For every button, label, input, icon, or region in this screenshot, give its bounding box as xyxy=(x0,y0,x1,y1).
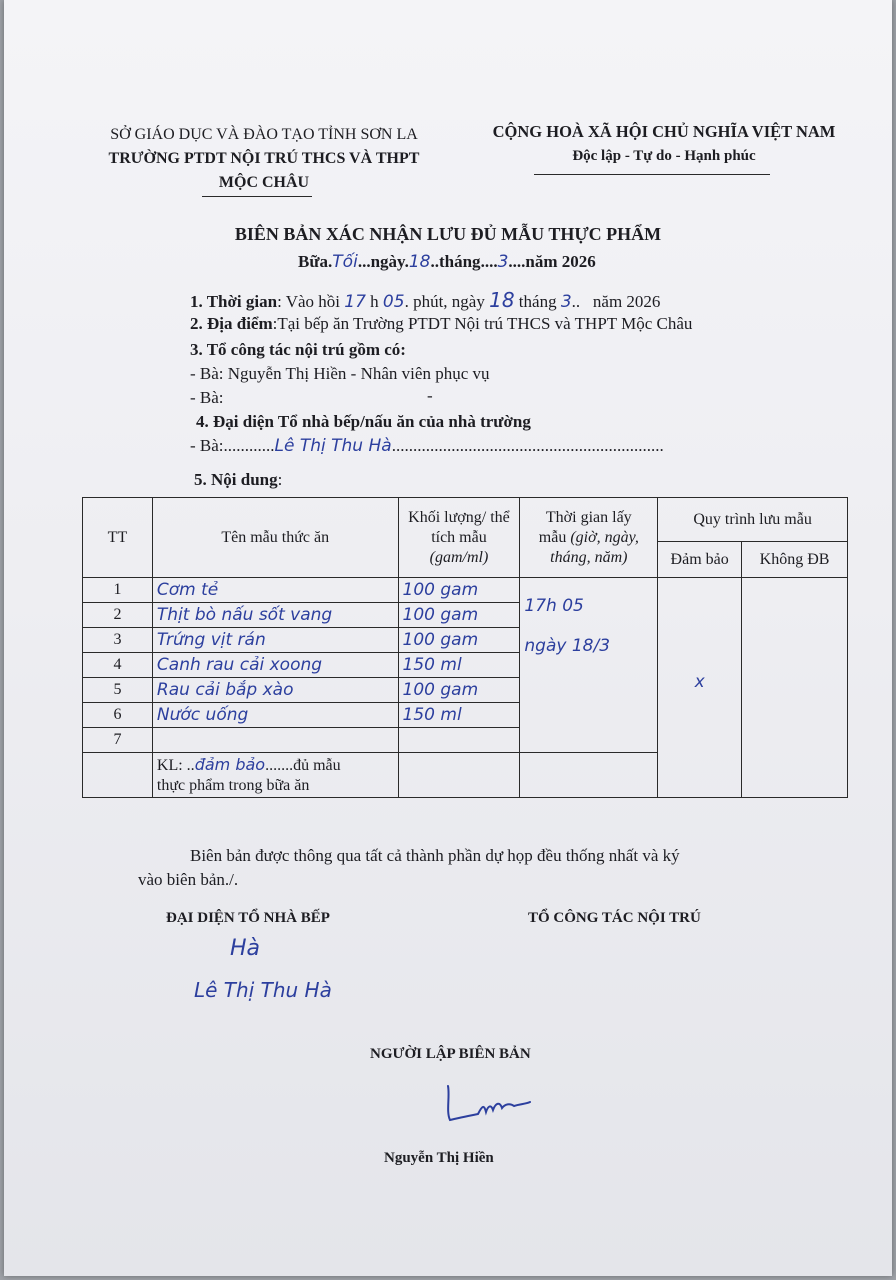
row-qty xyxy=(398,728,520,753)
row-tt: 2 xyxy=(83,603,153,628)
row-tt: 1 xyxy=(83,578,153,603)
team-member-1: - Bà: Nguyễn Thị Hiền - Nhân viên phục vụ xyxy=(190,364,490,383)
col-header-name: Tên mẫu thức ăn xyxy=(152,498,398,578)
header-right-underline xyxy=(534,174,770,175)
not-ok-cell xyxy=(742,578,848,798)
row-qty: 100 gam xyxy=(398,578,520,603)
col-header-ok: Đảm bảo xyxy=(658,542,742,578)
col-header-not-ok: Không ĐB xyxy=(742,542,848,578)
row-qty: 100 gam xyxy=(398,678,520,703)
section-location: 2. Địa điểm:Tại bếp ăn Trường PTDT Nội trú THCS và THPT Mộc Châu xyxy=(190,314,693,333)
row-food-name: Canh rau cải xoong xyxy=(152,653,398,678)
row-tt: 6 xyxy=(83,703,153,728)
closing-line-1: Biên bản được thông qua tất cả thành phần dự họp đều thống nhất và ký xyxy=(190,846,680,865)
sample-time-cell xyxy=(520,578,658,753)
conclusion-value: đảm bảo xyxy=(194,754,266,774)
section-content-heading: 5. Nội dung: xyxy=(194,470,283,489)
row-qty: 150 ml xyxy=(398,653,520,678)
sample-time: 17h 05 xyxy=(524,596,584,616)
school-name: TRƯỜNG PTDT NỘI TRÚ THCS VÀ THPT xyxy=(108,150,420,167)
document-title: BIÊN BẢN XÁC NHẬN LƯU ĐỦ MẪU THỰC PHẨM xyxy=(234,224,662,244)
section-team-heading: 3. Tổ công tác nội trú gồm có: xyxy=(190,340,406,359)
meal-value: Tối xyxy=(332,252,358,272)
col-header-time: Thời gian lấy mẫu (giờ, ngày, tháng, năm) xyxy=(520,498,658,578)
kitchen-rep-line: - Bà:............Lê Thị Thu Hà................................................................ xyxy=(190,436,664,456)
conclusion-cell: KL: ..đảm bảo.......đủ mẫu thực phẩm trong bữa ăn xyxy=(152,753,398,798)
closing-line-2: vào biên bản./. xyxy=(138,870,239,889)
row-food-name: Trứng vịt rán xyxy=(152,628,398,653)
kitchen-rep-signature: Hà xyxy=(230,936,261,961)
col-header-tt: TT xyxy=(83,498,153,578)
row-tt: 5 xyxy=(83,678,153,703)
meal-line: Bữa.Tối...ngày.18..tháng....3....năm 2026 xyxy=(298,252,596,272)
document-page xyxy=(4,0,892,1276)
row-tt: 3 xyxy=(83,628,153,653)
country-motto: Độc lập - Tự do - Hạnh phúc xyxy=(572,148,756,164)
record-maker-name: Nguyễn Thị Hiền xyxy=(384,1150,494,1166)
team-member-2-dash: - xyxy=(427,386,433,405)
row-qty: 100 gam xyxy=(398,603,520,628)
row-qty: 100 gam xyxy=(398,628,520,653)
row-tt: 7 xyxy=(83,728,153,753)
department-name: SỞ GIÁO DỤC VÀ ĐÀO TẠO TỈNH SƠN LA xyxy=(110,126,418,143)
table-row xyxy=(83,578,848,603)
row-food-name: Rau cải bắp xào xyxy=(152,678,398,703)
kitchen-rep-handwritten-name: Lê Thị Thu Hà xyxy=(194,978,332,1002)
col-header-qty: Khối lượng/ thể tích mẫu (gam/ml) xyxy=(398,498,520,578)
month-value: 3 xyxy=(497,252,509,272)
sample-date: ngày 18/3 xyxy=(524,636,611,656)
record-maker-signature xyxy=(438,1076,538,1126)
section-kitchen-heading: 4. Đại diện Tổ nhà bếp/nấu ăn của nhà trường xyxy=(196,412,531,431)
team-member-2: - Bà: xyxy=(190,388,224,407)
country-name: CỘNG HOÀ XÃ HỘI CHỦ NGHĨA VIỆT NAM xyxy=(492,122,836,141)
row-food-name: Cơm tẻ xyxy=(152,578,398,603)
row-food-name xyxy=(152,728,398,753)
ok-mark-cell xyxy=(658,578,742,798)
header-left-underline xyxy=(202,196,312,197)
record-maker-title: NGƯỜI LẬP BIÊN BẢN xyxy=(370,1046,531,1062)
row-food-name: Thịt bò nấu sốt vang xyxy=(152,603,398,628)
kitchen-rep-title: ĐẠI DIỆN TỔ NHÀ BẾP xyxy=(166,910,330,926)
ok-mark: x xyxy=(694,672,705,692)
row-tt: 4 xyxy=(83,653,153,678)
row-qty: 150 ml xyxy=(398,703,520,728)
school-location: MỘC CHÂU xyxy=(218,174,310,191)
row-food-name: Nước uống xyxy=(152,703,398,728)
col-header-procedure: Quy trình lưu mẫu xyxy=(658,498,848,542)
day-value: 18 xyxy=(408,252,431,272)
kitchen-rep-name: Lê Thị Thu Hà xyxy=(274,436,392,456)
boarding-team-title: TỔ CÔNG TÁC NỘI TRÚ xyxy=(528,910,701,926)
food-sample-table xyxy=(82,497,848,798)
section-time: 1. Thời gian: Vào hồi 17 h 05. phút, ngày 18 tháng 3.. năm 2026 xyxy=(190,288,661,312)
